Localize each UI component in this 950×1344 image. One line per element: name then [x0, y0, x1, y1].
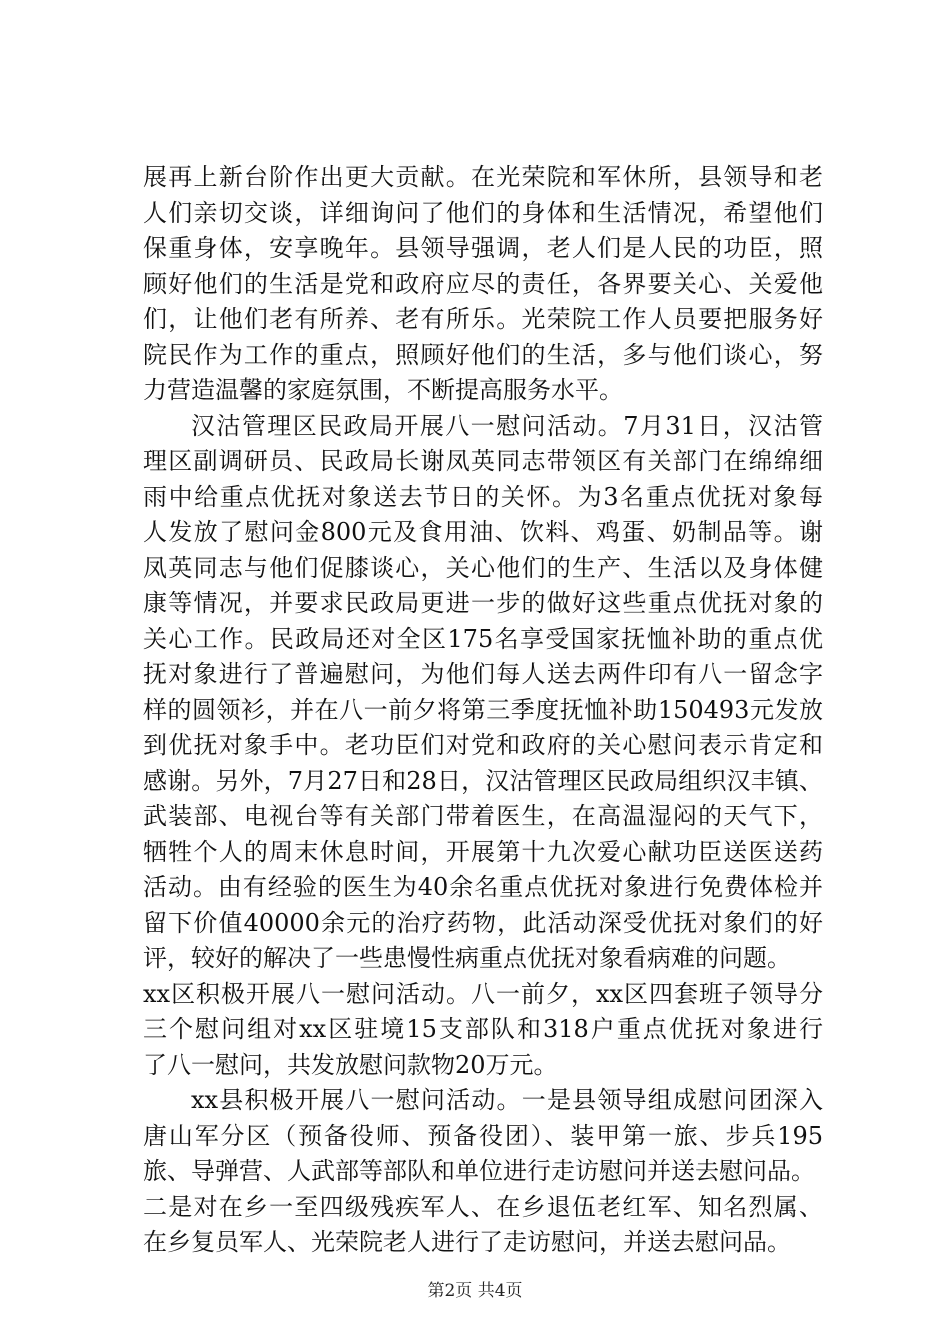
text-line: 牺牲个人的周末休息时间，开展第十九次爱心献功臣送医送药 [143, 837, 823, 866]
text-line: 人发放了慰问金800元及食用油、饮料、鸡蛋、奶制品等。谢 [143, 518, 823, 546]
text-line: 到优抚对象手中。老功臣们对党和政府的关心慰问表示肯定和 [143, 731, 823, 759]
text-line: 了八一慰问，共发放慰问款物20万元。 [143, 1050, 558, 1079]
text-line: 人们亲切交谈，详细询问了他们的身体和生活情况，希望他们 [143, 198, 823, 227]
text-line: 抚对象进行了普遍慰问，为他们每人送去两件印有八一留念字 [143, 660, 823, 688]
paragraph-start-line: xx区积极开展八一慰问活动。八一前夕，xx区四套班子领导分 [143, 979, 823, 1008]
body-text [143, 160, 823, 1261]
text-line: 理区副调研员、民政局长谢凤英同志带领区有关部门在绵绵细 [143, 447, 823, 475]
text-line: 在乡复员军人、光荣院老人进行了走访慰问，并送去慰问品。 [143, 1228, 791, 1256]
page-number-footer: 第2页 共4页 [427, 1281, 523, 1301]
text-line: 活动。由有经验的医生为40余名重点优抚对象进行免费体检并 [143, 873, 823, 901]
text-line: 康等情况，并要求民政局更进一步的做好这些重点优抚对象的 [143, 589, 823, 617]
paragraph-start-line: 汉沽管理区民政局开展八一慰问活动。7月31日，汉沽管 [191, 411, 823, 440]
text-line: 武装部、电视台等有关部门带着医生，在高温湿闷的天气下， [143, 802, 823, 830]
text-line: 二是对在乡一至四级残疾军人、在乡退伍老红军、知名烈属、 [143, 1192, 823, 1221]
text-line: 保重身体，安享晚年。县领导强调，老人们是人民的功臣，照 [143, 234, 823, 262]
text-line: 样的圆领衫，并在八一前夕将第三季度抚恤补助150493元发放 [143, 695, 823, 724]
text-line: 留下价值40000余元的治疗药物，此活动深受优抚对象们的好 [143, 908, 823, 937]
text-line: 唐山军分区（预备役师、预备役团）、装甲第一旅、步兵195 [143, 1121, 823, 1150]
text-line: 展再上新台阶作出更大贡献。在光荣院和军休所，县领导和老 [143, 163, 823, 191]
text-line: 旅、导弹营、人武部等部队和单位进行走访慰问并送去慰问品。 [143, 1157, 815, 1185]
text-line: 雨中给重点优抚对象送去节日的关怀。为3名重点优抚对象每 [143, 482, 823, 511]
text-line: 力营造温馨的家庭氛围，不断提高服务水平。 [143, 376, 623, 404]
text-line: 凤英同志与他们促膝谈心，关心他们的生产、生活以及身体健 [143, 553, 823, 582]
text-line: 感谢。另外，7月27日和28日，汉沽管理区民政局组织汉丰镇、 [143, 766, 823, 795]
text-line: 三个慰问组对xx区驻境15支部队和318户重点优抚对象进行 [143, 1015, 823, 1043]
text-line: 们，让他们老有所养、老有所乐。光荣院工作人员要把服务好 [143, 305, 823, 333]
text-line: 院民作为工作的重点，照顾好他们的生活，多与他们谈心，努 [143, 340, 823, 369]
text-line: 评，较好的解决了一些患慢性病重点优抚对象看病难的问题。 [143, 944, 791, 972]
text-line: 顾好他们的生活是党和政府应尽的责任，各界要关心、关爱他 [143, 269, 823, 298]
text-line: 关心工作。民政局还对全区175名享受国家抚恤补助的重点优 [143, 624, 823, 653]
paragraph-start-line: xx县积极开展八一慰问活动。一是县领导组成慰问团深入 [191, 1086, 823, 1114]
